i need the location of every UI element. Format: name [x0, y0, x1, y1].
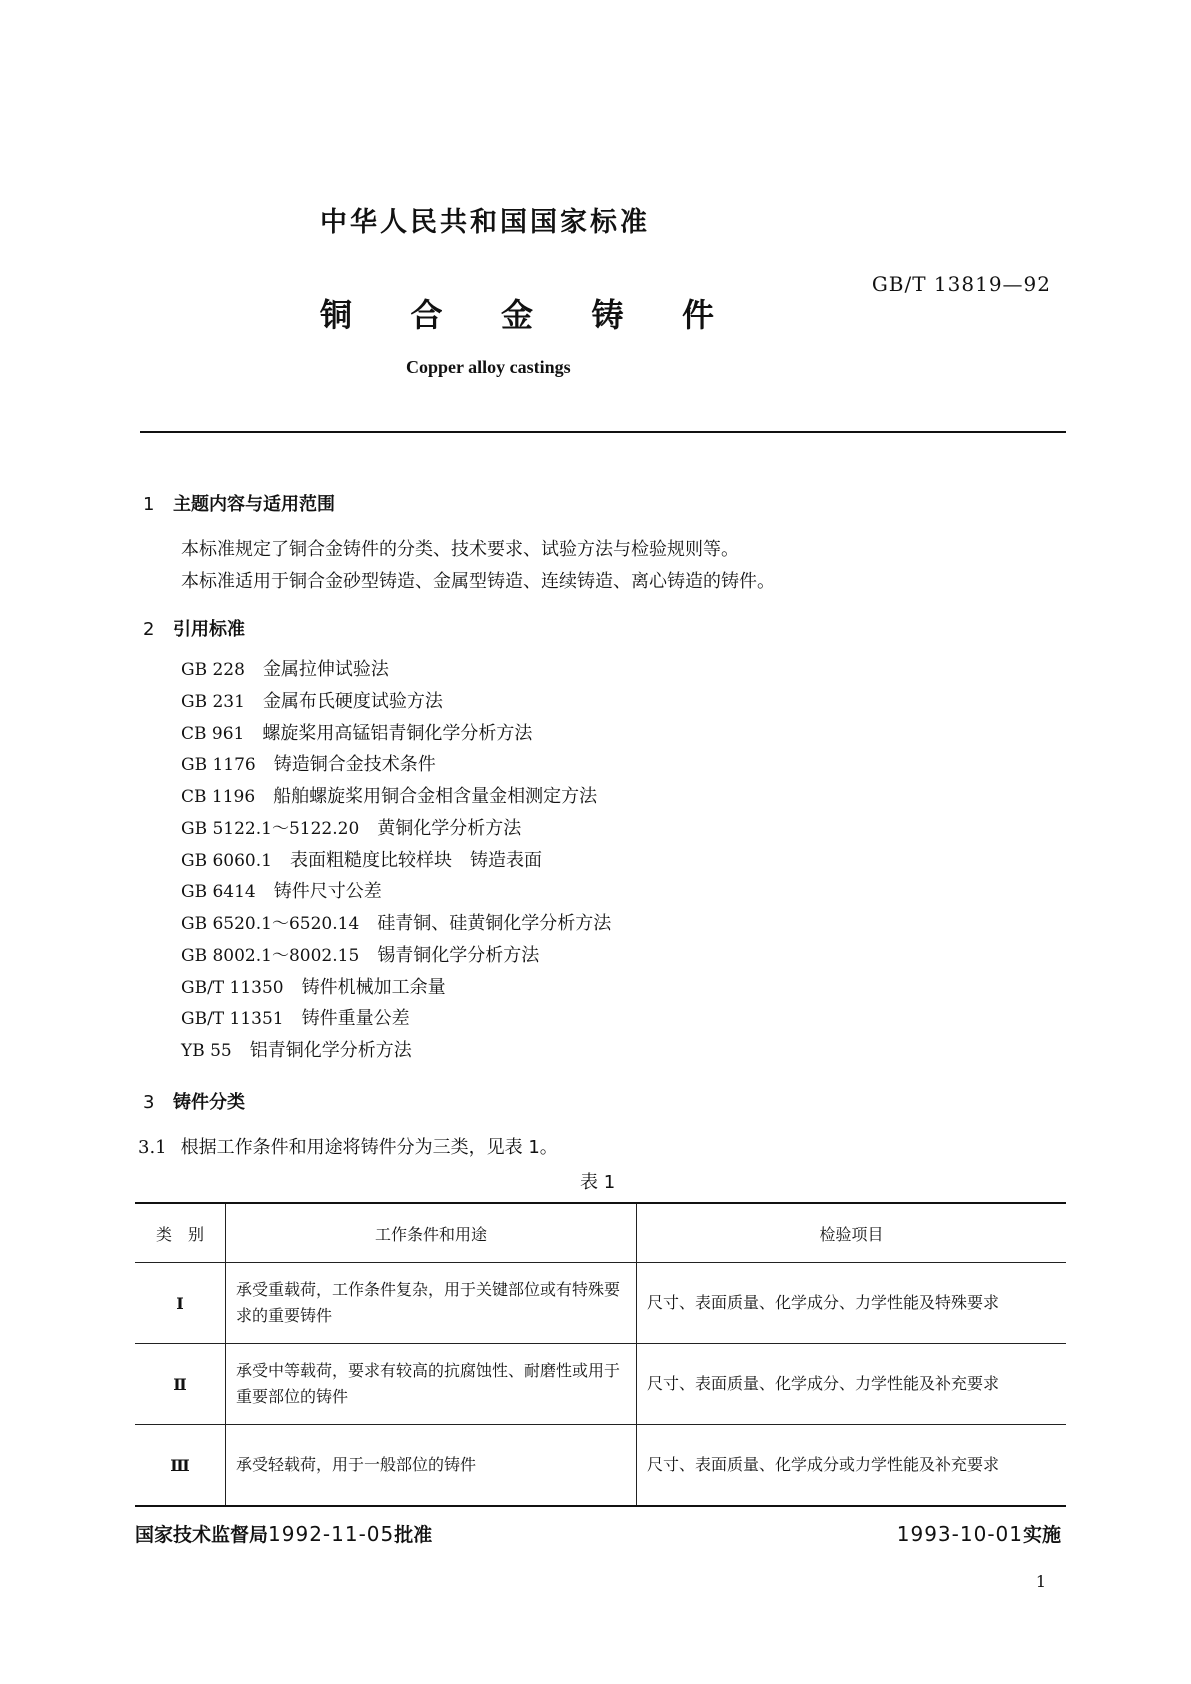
- reference-title: 铝青铜化学分析方法: [249, 1040, 412, 1061]
- reference-title: 硅青铜、硅黄铜化学分析方法: [377, 913, 612, 934]
- document-title: [320, 290, 714, 336]
- reference-item: [181, 781, 611, 813]
- title-char: 合: [410, 296, 443, 334]
- reference-code: GB/T 11351: [181, 1009, 284, 1030]
- reference-code: GB 228: [181, 660, 245, 680]
- reference-item: [181, 845, 611, 877]
- reference-title: 表面粗糙度比较样块 铸造表面: [289, 849, 542, 871]
- reference-code: GB/T 11350: [181, 977, 284, 998]
- section-title: 主题内容与适用范围: [173, 494, 335, 515]
- section-title: 铸件分类: [173, 1092, 245, 1113]
- reference-title: 船舶螺旋桨用铜合金相含量金相测定方法: [273, 786, 598, 807]
- approval-line: [135, 1520, 432, 1547]
- section-2-heading: [143, 615, 245, 641]
- reference-code: CB 961: [181, 723, 245, 744]
- reference-item: [181, 972, 611, 1004]
- table-row: [135, 1263, 1066, 1344]
- reference-code: CB 1196: [181, 787, 256, 807]
- section-1-paragraph: 本标准适用于铜合金砂型铸造、金属型铸造、连续铸造、离心铸造的铸件。: [181, 571, 775, 592]
- national-standard-heading: 中华人民共和国国家标准: [320, 207, 650, 238]
- section-1-heading: [143, 490, 335, 516]
- title-char: 铸: [591, 296, 624, 334]
- column-header-category: 类 别: [135, 1203, 226, 1263]
- reference-item: [181, 908, 611, 940]
- reference-item: [181, 1035, 611, 1067]
- reference-title: 金属拉伸试验法: [262, 659, 389, 680]
- reference-title: 金属布氏硬度试验方法: [262, 690, 443, 712]
- table-row: [135, 1344, 1066, 1425]
- reference-title: 黄铜化学分析方法: [377, 817, 522, 839]
- section-number: 2: [143, 619, 155, 640]
- clause-3-1: [138, 1133, 558, 1159]
- column-header-inspection: 检验项目: [637, 1203, 1067, 1263]
- section-title: 引用标准: [173, 619, 245, 640]
- title-char: 金: [500, 296, 533, 334]
- standard-number: GB/T 13819—92: [871, 272, 1051, 296]
- reference-code: GB 1176: [181, 755, 256, 776]
- table-header-row: [135, 1203, 1066, 1263]
- reference-item: [181, 749, 611, 781]
- reference-item: [181, 1003, 611, 1035]
- clause-text: 根据工作条件和用途将铸件分为三类，见表 1。: [180, 1137, 558, 1158]
- title-char: 件: [681, 296, 714, 334]
- reference-item: [181, 686, 611, 718]
- approval-label: 批准: [394, 1524, 433, 1546]
- inspection-cell: 尺寸、表面质量、化学成分、力学性能及补充要求: [637, 1344, 1067, 1425]
- approving-authority: 国家技术监督局: [135, 1524, 269, 1546]
- inspection-cell: 尺寸、表面质量、化学成分、力学性能及特殊要求: [637, 1263, 1067, 1344]
- reference-item: [181, 940, 611, 972]
- section-number: 1: [143, 494, 155, 515]
- section-3-heading: [143, 1088, 245, 1114]
- reference-item: [181, 718, 611, 750]
- reference-title: 螺旋桨用高锰铝青铜化学分析方法: [262, 722, 533, 744]
- page-number: 1: [1035, 1572, 1046, 1591]
- table-row: [135, 1425, 1066, 1507]
- reference-code: GB 6060.1: [181, 850, 272, 871]
- reference-code: GB 231: [181, 691, 245, 712]
- reference-code: GB 8002.1～8002.15: [181, 945, 360, 966]
- effective-label: 实施: [1022, 1524, 1061, 1546]
- casting-class-table: [135, 1202, 1066, 1507]
- reference-list: [181, 654, 611, 1067]
- reference-item: [181, 876, 611, 908]
- reference-title: 铸件重量公差: [301, 1008, 410, 1030]
- category-cell: Ⅲ: [135, 1425, 226, 1507]
- reference-item: [181, 813, 611, 845]
- effective-line: [897, 1520, 1061, 1547]
- english-title: Copper alloy castings: [406, 357, 571, 377]
- reference-title: 铸件尺寸公差: [273, 881, 382, 903]
- conditions-cell: 承受重载荷，工作条件复杂，用于关键部位或有特殊要求的重要铸件: [226, 1263, 637, 1344]
- conditions-cell: 承受中等载荷，要求有较高的抗腐蚀性、耐磨性或用于重要部位的铸件: [226, 1344, 637, 1425]
- inspection-cell: 尺寸、表面质量、化学成分或力学性能及补充要求: [637, 1425, 1067, 1507]
- column-header-conditions: 工作条件和用途: [226, 1203, 637, 1263]
- reference-code: GB 5122.1～5122.20: [181, 818, 360, 839]
- reference-title: 铸造铜合金技术条件: [273, 754, 436, 776]
- effective-date: 1993-10-01: [896, 1522, 1023, 1546]
- reference-title: 锡青铜化学分析方法: [377, 944, 540, 966]
- table-caption: 表 1: [580, 1172, 616, 1193]
- header-divider: [140, 431, 1066, 433]
- reference-code: GB 6520.1～6520.14: [181, 914, 360, 934]
- section-number: 3: [143, 1092, 155, 1113]
- title-char: 铜: [320, 296, 353, 334]
- approval-date: 1992-11-05: [268, 1522, 395, 1546]
- reference-code: GB 6414: [181, 882, 256, 903]
- clause-number: 3.1: [138, 1137, 167, 1158]
- category-cell: Ⅰ: [135, 1263, 226, 1344]
- reference-title: 铸件机械加工余量: [301, 976, 446, 998]
- reference-item: [181, 654, 611, 686]
- section-1-paragraph: 本标准规定了铜合金铸件的分类、技术要求、试验方法与检验规则等。: [181, 539, 739, 560]
- category-cell: Ⅱ: [135, 1344, 226, 1425]
- conditions-cell: 承受轻载荷，用于一般部位的铸件: [226, 1425, 637, 1507]
- reference-code: YB 55: [181, 1041, 232, 1061]
